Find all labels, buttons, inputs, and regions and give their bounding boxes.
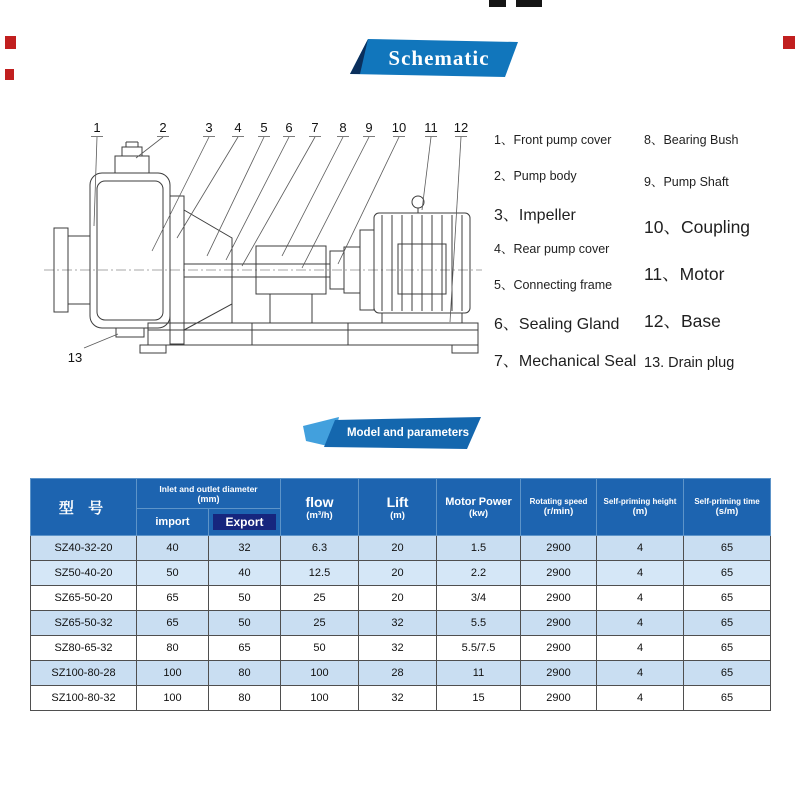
col-header-speed (521, 479, 597, 536)
cropped-text-artifact (489, 0, 506, 7)
value-cell: 100 (281, 686, 359, 711)
value-cell: 65 (684, 586, 771, 611)
value-cell: 2900 (521, 586, 597, 611)
callout-leader-lines (84, 137, 467, 349)
lift-unit: (m) (390, 509, 405, 521)
value-cell: 4 (597, 586, 684, 611)
model-cell: SZ65-50-32 (31, 611, 137, 636)
part-item: 1、Front pump cover (494, 133, 612, 147)
model-cell: SZ50-40-20 (31, 561, 137, 586)
value-cell: 5.5 (437, 611, 521, 636)
callout-number: 6 (285, 120, 293, 135)
part-item: 4、Rear pump cover (494, 242, 610, 256)
sp-height-unit: (m) (632, 506, 648, 517)
model-cell: SZ65-50-20 (31, 586, 137, 611)
parts-list-left (494, 130, 646, 385)
value-cell: 25 (281, 586, 359, 611)
value-cell: 1.5 (437, 536, 521, 561)
model-cell: SZ40-32-20 (31, 536, 137, 561)
value-cell: 50 (281, 636, 359, 661)
parts-list-right (644, 130, 800, 385)
value-cell: 65 (684, 611, 771, 636)
callout-number: 12 (453, 120, 469, 135)
value-cell: 100 (281, 661, 359, 686)
value-cell: 50 (209, 586, 281, 611)
col-header-model: 型 号 (31, 479, 137, 536)
value-cell: 65 (209, 636, 281, 661)
value-cell: 2900 (521, 611, 597, 636)
schematic-banner (350, 39, 518, 77)
callout-number: 1 (93, 120, 101, 135)
value-cell: 40 (209, 561, 281, 586)
value-cell: 25 (281, 611, 359, 636)
motor-power-unit: (kw) (469, 507, 488, 519)
sp-time-label: Self-priming time (694, 497, 760, 506)
speed-label: Rotating speed (529, 497, 588, 506)
value-cell: 15 (437, 686, 521, 711)
value-cell: 6.3 (281, 536, 359, 561)
lift-label: Lift (386, 493, 409, 510)
value-cell: 4 (597, 536, 684, 561)
value-cell: 65 (684, 561, 771, 586)
sp-height-label: Self-priming height (603, 497, 677, 506)
value-cell: 20 (359, 586, 437, 611)
part-item: 7、Mechanical Seal (494, 353, 637, 370)
value-cell: 5.5/7.5 (437, 636, 521, 661)
parameters-table-section (30, 478, 771, 711)
value-cell: 32 (359, 611, 437, 636)
col-header-inlet-outlet (137, 479, 281, 509)
part-item: 9、Pump Shaft (644, 175, 729, 189)
spec-rows (31, 536, 771, 711)
value-cell: 100 (137, 661, 209, 686)
value-cell: 65 (684, 536, 771, 561)
pump-schematic-diagram (30, 118, 490, 383)
callout-number: 11 (424, 120, 438, 135)
value-cell: 2.2 (437, 561, 521, 586)
sp-time-unit: (s/m) (715, 506, 739, 517)
part-item: 11、Motor (644, 264, 725, 284)
value-cell: 4 (597, 636, 684, 661)
value-cell: 65 (137, 586, 209, 611)
inlet-outlet-label: Inlet and outlet diameter (159, 483, 258, 494)
value-cell: 20 (359, 561, 437, 586)
value-cell: 65 (684, 636, 771, 661)
col-header-flow (281, 479, 359, 536)
model-parameters-banner (303, 417, 481, 449)
part-item: 10、Coupling (644, 217, 751, 237)
speed-unit: (r/min) (543, 506, 574, 517)
part-item: 3、Impeller (494, 207, 576, 224)
table-row (31, 661, 771, 686)
value-cell: 32 (359, 636, 437, 661)
value-cell: 40 (137, 536, 209, 561)
value-cell: 2900 (521, 536, 597, 561)
col-header-self-priming-time (684, 479, 771, 536)
value-cell: 2900 (521, 636, 597, 661)
model-cell: SZ80-65-32 (31, 636, 137, 661)
red-mark-artifact (5, 36, 16, 49)
value-cell: 4 (597, 686, 684, 711)
part-item: 13. Drain plug (644, 355, 735, 371)
value-cell: 50 (137, 561, 209, 586)
table-row (31, 611, 771, 636)
table-row (31, 586, 771, 611)
part-item: 2、Pump body (494, 169, 577, 183)
value-cell: 20 (359, 536, 437, 561)
value-cell: 100 (137, 686, 209, 711)
value-cell: 32 (209, 536, 281, 561)
value-cell: 4 (597, 611, 684, 636)
value-cell: 2900 (521, 686, 597, 711)
callout-number: 9 (365, 120, 373, 135)
export-highlight: Export (213, 514, 275, 530)
table-row (31, 536, 771, 561)
model-cell: SZ100-80-32 (31, 686, 137, 711)
col-header-export (209, 509, 281, 536)
value-cell: 3/4 (437, 586, 521, 611)
value-cell: 2900 (521, 661, 597, 686)
callout-number: 5 (260, 120, 268, 135)
model-cell: SZ100-80-28 (31, 661, 137, 686)
table-row (31, 561, 771, 586)
callout-number: 10 (391, 120, 407, 135)
value-cell: 12.5 (281, 561, 359, 586)
motor-power-label: Motor Power (445, 495, 512, 508)
callout-number: 2 (159, 120, 167, 135)
cropped-text-artifact (516, 0, 542, 7)
schematic-title: Schematic (388, 45, 490, 70)
part-item: 5、Connecting frame (494, 278, 613, 292)
part-item: 8、Bearing Bush (644, 133, 739, 147)
model-parameters-title: Model and parameters (346, 427, 470, 439)
red-mark-artifact (783, 36, 795, 49)
value-cell: 2900 (521, 561, 597, 586)
table-row (31, 686, 771, 711)
callout-number: 8 (339, 120, 347, 135)
col-header-self-priming-height (597, 479, 684, 536)
callout-number: 13 (67, 350, 83, 365)
value-cell: 65 (684, 686, 771, 711)
callout-number: 4 (234, 120, 242, 135)
red-mark-artifact (5, 69, 14, 80)
value-cell: 80 (209, 686, 281, 711)
table-row (31, 636, 771, 661)
value-cell: 4 (597, 661, 684, 686)
col-header-import: import (137, 509, 209, 536)
parameters-table (30, 478, 771, 711)
flow-label: flow (305, 493, 334, 510)
col-header-lift (359, 479, 437, 536)
value-cell: 32 (359, 686, 437, 711)
value-cell: 50 (209, 611, 281, 636)
part-item: 12、Base (644, 311, 721, 331)
inlet-outlet-unit: (mm) (197, 493, 220, 504)
pump-drawing (30, 118, 490, 383)
callout-number: 7 (311, 120, 319, 135)
value-cell: 4 (597, 561, 684, 586)
value-cell: 65 (137, 611, 209, 636)
flow-unit: (m³/h) (306, 509, 333, 521)
callout-number: 3 (205, 120, 213, 135)
value-cell: 11 (437, 661, 521, 686)
part-item: 6、Sealing Gland (494, 316, 620, 333)
value-cell: 65 (684, 661, 771, 686)
col-header-motor-power (437, 479, 521, 536)
value-cell: 28 (359, 661, 437, 686)
value-cell: 80 (137, 636, 209, 661)
value-cell: 80 (209, 661, 281, 686)
